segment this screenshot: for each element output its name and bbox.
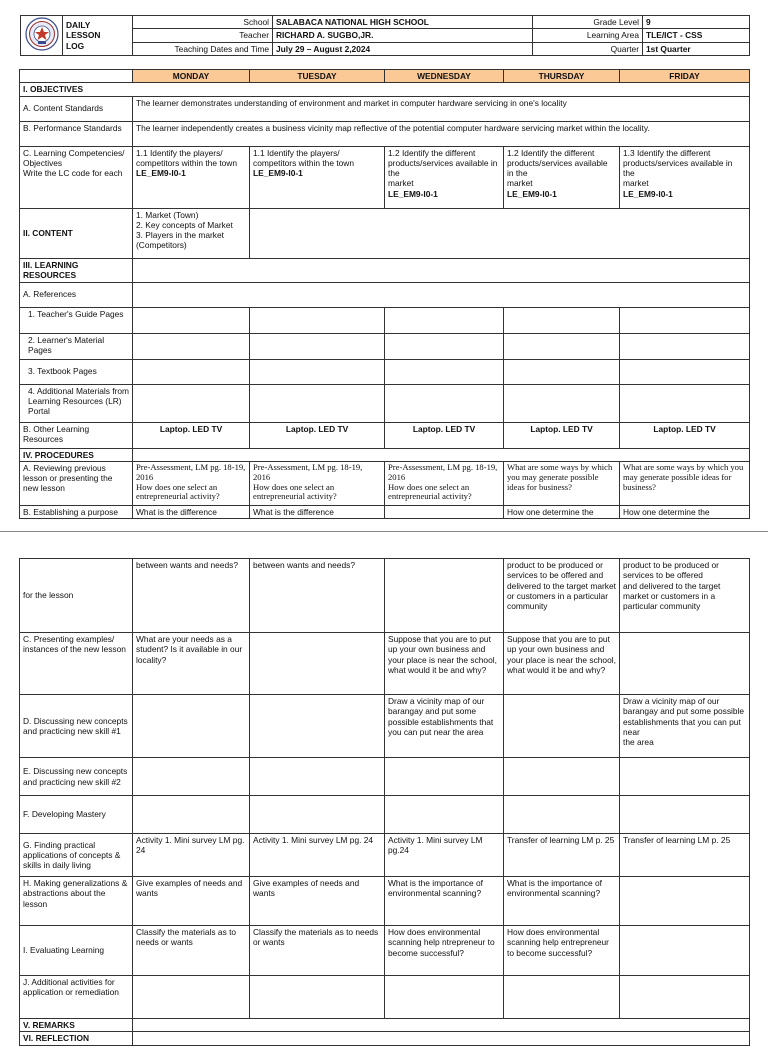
generalizations-monday: Give examples of needs and wants bbox=[133, 877, 250, 926]
am-friday bbox=[620, 384, 750, 422]
grade-label: Grade Level bbox=[533, 16, 643, 29]
additional-thursday bbox=[504, 976, 620, 1019]
section-objectives: I. OBJECTIVES bbox=[20, 83, 750, 96]
other-monday: Laptop. LED TV bbox=[133, 422, 250, 448]
purpose-cont-friday: product to be produced or services to be offered and delivered to the target market or customers in a particular community bbox=[620, 559, 750, 633]
discussing1-tuesday bbox=[250, 695, 385, 758]
discussing1-monday bbox=[133, 695, 250, 758]
practical-label: G. Finding practical applications of concepts & skills in daily living bbox=[20, 834, 133, 877]
competencies-label: C. Learning Competencies/ Objectives Write the LC code for each bbox=[20, 146, 133, 208]
generalizations-friday bbox=[620, 877, 750, 926]
practical-monday: Activity 1. Mini survey LM pg. 24 bbox=[133, 834, 250, 877]
am-monday bbox=[133, 384, 250, 422]
discussing2-label: E. Discussing new concepts and practicing new skill #2 bbox=[20, 758, 133, 796]
area-label: Learning Area bbox=[533, 29, 643, 42]
additional-activities-label: J. Additional activities for application or remediation bbox=[20, 976, 133, 1019]
competency-friday: 1.3 Identify the different products/services available in the market LE_EM9-I0-1 bbox=[620, 146, 750, 208]
purpose-cont-thursday: product to be produced or services to be offered and delivered to the target market or customers in a particular community bbox=[504, 559, 620, 633]
grade-value: 9 bbox=[643, 16, 750, 29]
day-wednesday: WEDNESDAY bbox=[385, 70, 504, 83]
practical-wednesday: Activity 1. Mini survey LM pg.24 bbox=[385, 834, 504, 877]
purpose-label: B. Establishing a purpose bbox=[20, 505, 133, 518]
dates-label: Teaching Dates and Time bbox=[133, 42, 273, 55]
tg-tuesday bbox=[250, 307, 385, 333]
presenting-friday bbox=[620, 633, 750, 695]
tb-wednesday bbox=[385, 359, 504, 384]
am-wednesday bbox=[385, 384, 504, 422]
discussing1-friday: Draw a vicinity map of our barangay and put some possible establishments that you can put near the area bbox=[620, 695, 750, 758]
purpose-thursday: How one determine the bbox=[504, 505, 620, 518]
lm-tuesday bbox=[250, 333, 385, 359]
performance-standards: The learner independently creates a business vicinity map reflective of the potential computer hardware servicing market within the locality. bbox=[133, 121, 750, 146]
presenting-label: C. Presenting examples/ instances of the new lesson bbox=[20, 633, 133, 695]
dates-value: July 29 – August 2,2024 bbox=[273, 42, 533, 55]
am-tuesday bbox=[250, 384, 385, 422]
lesson-table-page1 bbox=[19, 69, 750, 519]
purpose-wednesday bbox=[385, 505, 504, 518]
competency-thursday: 1.2 Identify the different products/services available in the market LE_EM9-I0-1 bbox=[504, 146, 620, 208]
area-value: TLE/ICT - CSS bbox=[643, 29, 750, 42]
purpose-cont-wednesday bbox=[385, 559, 504, 633]
remarks-blank bbox=[133, 1019, 750, 1032]
generalizations-tuesday: Give examples of needs and wants bbox=[250, 877, 385, 926]
content-monday: 1. Market (Town) 2. Key concepts of Market 3. Players in the market (Competitors) bbox=[133, 208, 250, 258]
presenting-tuesday bbox=[250, 633, 385, 695]
discussing2-thursday bbox=[504, 758, 620, 796]
am-thursday bbox=[504, 384, 620, 422]
reflection-label: VI. REFLECTION bbox=[20, 1032, 133, 1045]
reviewing-label: A. Reviewing previous lesson or presenting the new lesson bbox=[20, 461, 133, 505]
other-wednesday: Laptop. LED TV bbox=[385, 422, 504, 448]
competency-tuesday: 1.1 Identify the players/ competitors within the town LE_EM9-I0-1 bbox=[250, 146, 385, 208]
teacher-label: Teacher bbox=[133, 29, 273, 42]
teachers-guide-label: 1. Teacher's Guide Pages bbox=[20, 307, 133, 333]
content-standards: The learner demonstrates understanding of environment and market in computer hardware servicing in one's locality bbox=[133, 96, 750, 121]
page-break bbox=[0, 531, 768, 546]
resources-label: III. LEARNING RESOURCES bbox=[20, 258, 133, 282]
purpose-cont-label: for the lesson bbox=[20, 559, 133, 633]
tg-monday bbox=[133, 307, 250, 333]
content-standards-label: A. Content Standards bbox=[20, 96, 133, 121]
reviewing-tuesday: Pre-Assessment, LM pg. 18-19, 2016 How does one select an entrepreneurial activity? bbox=[250, 461, 385, 505]
reviewing-wednesday: Pre-Assessment, LM pg. 18-19, 2016 How does one select an entrepreneurial activity? bbox=[385, 461, 504, 505]
additional-materials-label: 4. Additional Materials from Learning Resources (LR) Portal bbox=[20, 384, 133, 422]
practical-thursday: Transfer of learning LM p. 25 bbox=[504, 834, 620, 877]
lm-thursday bbox=[504, 333, 620, 359]
reviewing-thursday: What are some ways by which you may generate possible ideas for business? bbox=[504, 461, 620, 505]
discussing2-tuesday bbox=[250, 758, 385, 796]
tb-friday bbox=[620, 359, 750, 384]
lesson-table-page2 bbox=[19, 558, 750, 1046]
reviewing-monday: Pre-Assessment, LM pg. 18-19, 2016 How does one select an entrepreneurial activity? bbox=[133, 461, 250, 505]
additional-wednesday bbox=[385, 976, 504, 1019]
generalizations-wednesday: What is the importance of environmental scanning? bbox=[385, 877, 504, 926]
other-friday: Laptop. LED TV bbox=[620, 422, 750, 448]
blank-corner bbox=[20, 70, 133, 83]
resources-blank bbox=[133, 258, 750, 282]
purpose-cont-monday: between wants and needs? bbox=[133, 559, 250, 633]
competency-wednesday: 1.2 Identify the different products/services available in the market LE_EM9-I0-1 bbox=[385, 146, 504, 208]
additional-friday bbox=[620, 976, 750, 1019]
references-label: A. References bbox=[20, 282, 133, 307]
competency-monday: 1.1 Identify the players/ competitors within the town LE_EM9-I0-1 bbox=[133, 146, 250, 208]
discussing2-friday bbox=[620, 758, 750, 796]
other-thursday: Laptop. LED TV bbox=[504, 422, 620, 448]
tb-tuesday bbox=[250, 359, 385, 384]
discussing1-thursday bbox=[504, 695, 620, 758]
evaluating-monday: Classify the materials as to needs or wants bbox=[133, 926, 250, 976]
other-tuesday: Laptop. LED TV bbox=[250, 422, 385, 448]
tb-monday bbox=[133, 359, 250, 384]
quarter-label: Quarter bbox=[533, 42, 643, 55]
evaluating-wednesday: How does environmental scanning help ntrepreneur to become successful? bbox=[385, 926, 504, 976]
evaluating-friday bbox=[620, 926, 750, 976]
presenting-wednesday: Suppose that you are to put up your own business and your place is near the school, what would it be and why? bbox=[385, 633, 504, 695]
content-rest bbox=[250, 208, 750, 258]
mastery-tuesday bbox=[250, 796, 385, 834]
purpose-friday: How one determine the bbox=[620, 505, 750, 518]
lm-friday bbox=[620, 333, 750, 359]
purpose-tuesday: What is the difference bbox=[250, 505, 385, 518]
learners-material-label: 2. Learner's Material Pages bbox=[20, 333, 133, 359]
reviewing-friday: What are some ways by which you may generate possible ideas for business? bbox=[620, 461, 750, 505]
remarks-label: V. REMARKS bbox=[20, 1019, 133, 1032]
reflection-blank bbox=[133, 1032, 750, 1045]
additional-tuesday bbox=[250, 976, 385, 1019]
header-table bbox=[20, 15, 750, 56]
content-label: II. CONTENT bbox=[20, 208, 133, 258]
presenting-thursday: Suppose that you are to put up your own business and your place is near the school, what would it be and why? bbox=[504, 633, 620, 695]
practical-friday: Transfer of learning LM p. 25 bbox=[620, 834, 750, 877]
teacher-value: RICHARD A. SUGBO,JR. bbox=[273, 29, 533, 42]
school-label: School bbox=[133, 16, 273, 29]
purpose-monday: What is the difference bbox=[133, 505, 250, 518]
tb-thursday bbox=[504, 359, 620, 384]
references-blank bbox=[133, 282, 750, 307]
school-value: SALABACA NATIONAL HIGH SCHOOL bbox=[273, 16, 533, 29]
lm-wednesday bbox=[385, 333, 504, 359]
presenting-monday: What are your needs as a student? Is it available in our locality? bbox=[133, 633, 250, 695]
discussing2-wednesday bbox=[385, 758, 504, 796]
mastery-friday bbox=[620, 796, 750, 834]
lm-monday bbox=[133, 333, 250, 359]
dll-title: DAILY LESSON LOG bbox=[63, 16, 133, 56]
evaluating-tuesday: Classify the materials as to needs or wants bbox=[250, 926, 385, 976]
generalizations-thursday: What is the importance of environmental scanning? bbox=[504, 877, 620, 926]
day-thursday: THURSDAY bbox=[504, 70, 620, 83]
school-logo bbox=[21, 16, 63, 56]
tg-thursday bbox=[504, 307, 620, 333]
day-monday: MONDAY bbox=[133, 70, 250, 83]
procedures-blank bbox=[133, 448, 750, 461]
mastery-thursday bbox=[504, 796, 620, 834]
discussing1-label: D. Discussing new concepts and practicing new skill #1 bbox=[20, 695, 133, 758]
evaluating-label: I. Evaluating Learning bbox=[20, 926, 133, 976]
generalizations-label: H. Making generalizations & abstractions about the lesson bbox=[20, 877, 133, 926]
discussing2-monday bbox=[133, 758, 250, 796]
practical-tuesday: Activity 1. Mini survey LM pg. 24 bbox=[250, 834, 385, 877]
additional-monday bbox=[133, 976, 250, 1019]
day-tuesday: TUESDAY bbox=[250, 70, 385, 83]
mastery-label: F. Developing Mastery bbox=[20, 796, 133, 834]
mastery-wednesday bbox=[385, 796, 504, 834]
discussing1-wednesday: Draw a vicinity map of our barangay and put some possible establishments that you can put near the area bbox=[385, 695, 504, 758]
other-resources-label: B. Other Learning Resources bbox=[20, 422, 133, 448]
quarter-value: 1st Quarter bbox=[643, 42, 750, 55]
evaluating-thursday: How does environmental scanning help entrepreneur to become successful? bbox=[504, 926, 620, 976]
textbook-label: 3. Textbook Pages bbox=[20, 359, 133, 384]
performance-standards-label: B. Performance Standards bbox=[20, 121, 133, 146]
day-friday: FRIDAY bbox=[620, 70, 750, 83]
procedures-label: IV. PROCEDURES bbox=[20, 448, 133, 461]
deped-seal-icon bbox=[25, 17, 59, 51]
tg-wednesday bbox=[385, 307, 504, 333]
tg-friday bbox=[620, 307, 750, 333]
purpose-cont-tuesday: between wants and needs? bbox=[250, 559, 385, 633]
mastery-monday bbox=[133, 796, 250, 834]
